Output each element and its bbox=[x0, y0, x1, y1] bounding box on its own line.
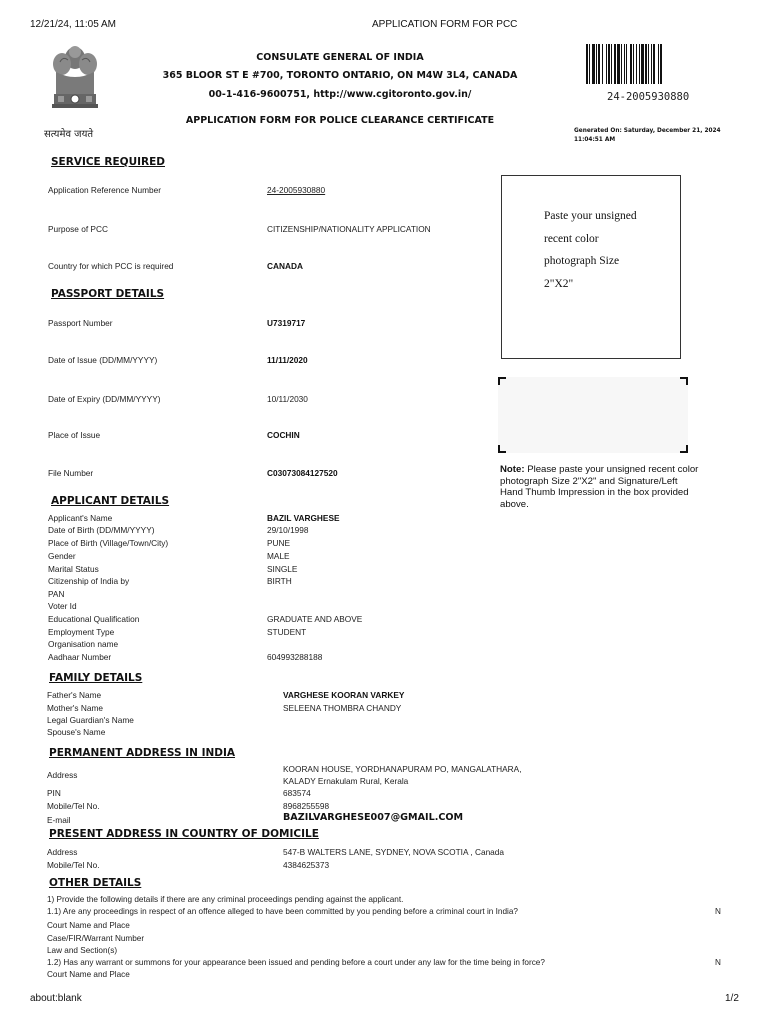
barcode-bar bbox=[648, 44, 649, 84]
value-place-issue: COCHIN bbox=[267, 430, 300, 440]
label: Marital Status bbox=[48, 564, 99, 574]
row-aadhaar bbox=[0, 652, 768, 664]
barcode-bar bbox=[589, 44, 590, 84]
form-title: APPLICATION FORM FOR POLICE CLEARANCE CERTIFICATE bbox=[185, 115, 495, 126]
barcode-bar bbox=[614, 44, 616, 84]
print-footer-page: 1/2 bbox=[725, 993, 739, 1004]
barcode bbox=[586, 44, 690, 84]
value: SINGLE bbox=[267, 564, 298, 574]
barcode-bar bbox=[608, 44, 610, 84]
label-case-number: Case/FIR/Warrant Number bbox=[47, 934, 145, 943]
note-line-3: Hand Thumb Impression in the box provided bbox=[500, 487, 689, 498]
label-place-issue: Place of Issue bbox=[48, 430, 101, 440]
note-line-4: above. bbox=[500, 498, 529, 510]
print-footer-url: about:blank bbox=[30, 993, 82, 1004]
emblem-motto: सत्यमेव जयते bbox=[44, 129, 94, 140]
value-perm-mobile: 8968255598 bbox=[283, 801, 330, 811]
label-mother: Mother's Name bbox=[47, 703, 103, 713]
value: MALE bbox=[267, 551, 290, 561]
barcode-bar bbox=[653, 44, 655, 84]
barcode-number: 24-2005930880 bbox=[607, 91, 690, 103]
row-dob bbox=[0, 525, 768, 537]
photo-text-3: photograph Size bbox=[544, 255, 620, 267]
value: GRADUATE AND ABOVE bbox=[267, 614, 363, 624]
value-date-expiry: 10/11/2030 bbox=[267, 394, 308, 404]
row-organisation bbox=[0, 639, 768, 651]
barcode-bar bbox=[598, 44, 600, 84]
signature-box bbox=[498, 377, 688, 453]
row-place-birth bbox=[0, 538, 768, 550]
barcode-bar bbox=[606, 44, 607, 84]
label: Applicant's Name bbox=[48, 513, 113, 523]
barcode-bar bbox=[592, 44, 595, 84]
section-passport-details: PASSPORT DETAILS bbox=[51, 288, 165, 300]
label: Place of Birth (Village/Town/City) bbox=[48, 538, 169, 548]
print-page-title: APPLICATION FORM FOR PCC bbox=[372, 19, 518, 30]
photo-note bbox=[500, 464, 740, 510]
label-law-section: Law and Section(s) bbox=[47, 946, 118, 955]
label-court-name: Court Name and Place bbox=[47, 921, 130, 930]
consulate-contact: 00-1-416-9600751, http://www.cgitoronto.gov.in/ bbox=[208, 89, 472, 100]
photo-text-1: Paste your unsigned bbox=[544, 210, 637, 222]
label-date-expiry: Date of Expiry (DD/MM/YYYY) bbox=[48, 394, 161, 404]
barcode-bar bbox=[651, 44, 652, 84]
section-present-address: PRESENT ADDRESS IN COUNTRY OF DOMICILE bbox=[49, 828, 319, 840]
consulate-name: CONSULATE GENERAL OF INDIA bbox=[256, 52, 424, 63]
value-mother: SELEENA THOMBRA CHANDY bbox=[283, 703, 402, 713]
label-guardian: Legal Guardian's Name bbox=[47, 715, 134, 725]
label-perm-mobile: Mobile/Tel No. bbox=[47, 801, 100, 811]
barcode-bar bbox=[639, 44, 640, 84]
print-datetime: 12/21/24, 11:05 AM bbox=[30, 19, 116, 30]
row-applicant-name bbox=[0, 513, 768, 525]
barcode-bar bbox=[602, 44, 603, 84]
section-service-required: SERVICE REQUIRED bbox=[51, 156, 165, 168]
barcode-bar bbox=[641, 44, 644, 84]
value: BAZIL VARGHESE bbox=[267, 513, 340, 523]
value-date-issue: 11/11/2020 bbox=[267, 355, 308, 365]
row-education bbox=[0, 614, 768, 626]
barcode-bar bbox=[617, 44, 620, 84]
barcode-bar bbox=[586, 44, 588, 84]
label: Employment Type bbox=[48, 627, 115, 637]
value-present-address: 547-B WALTERS LANE, SYDNEY, NOVA SCOTIA , Canada bbox=[283, 847, 505, 857]
value-file-number: C03073084127520 bbox=[267, 468, 338, 478]
value: BIRTH bbox=[267, 576, 292, 586]
label-court-name-2: Court Name and Place bbox=[47, 970, 130, 979]
row-citizenship bbox=[0, 576, 768, 588]
value-perm-address-1: KOORAN HOUSE, YORDHANAPURAM PO, MANGALATHARA, bbox=[283, 764, 522, 774]
question-1-2: 1.2) Has any warrant or summons for your appearance been issued and pending before a court under any law for the time being in force? bbox=[47, 958, 545, 967]
barcode-bar bbox=[626, 44, 627, 84]
value-father: VARGHESE KOORAN VARKEY bbox=[283, 690, 405, 700]
label-file-number: File Number bbox=[48, 468, 94, 478]
barcode-bar bbox=[630, 44, 632, 84]
row-pan bbox=[0, 589, 768, 601]
question-1-1: 1.1) Are any proceedings in respect of an offence alleged to have been committed by you pending before a criminal court in India? bbox=[47, 907, 518, 916]
label: Gender bbox=[48, 551, 76, 561]
note-line-1: Please paste your unsigned recent color bbox=[527, 464, 699, 475]
value-app-ref: 24-2005930880 bbox=[267, 185, 326, 195]
label: Citizenship of India by bbox=[48, 576, 130, 586]
photo-box bbox=[501, 175, 681, 359]
barcode-bar bbox=[636, 44, 637, 84]
label: Date of Birth (DD/MM/YYYY) bbox=[48, 525, 155, 535]
value-present-mobile: 4384625373 bbox=[283, 860, 330, 870]
barcode-bar bbox=[611, 44, 612, 84]
label-pin: PIN bbox=[47, 788, 61, 798]
barcode-bar bbox=[596, 44, 597, 84]
corner-mark-tl bbox=[498, 377, 506, 385]
barcode-bar bbox=[633, 44, 634, 84]
label-spouse: Spouse's Name bbox=[47, 727, 106, 737]
label-present-mobile: Mobile/Tel No. bbox=[47, 860, 100, 870]
value: PUNE bbox=[267, 538, 291, 548]
label: Aadhaar Number bbox=[48, 652, 112, 662]
note-line-2: photograph Size 2"X2" and Signature/Left bbox=[500, 475, 678, 487]
label: Organisation name bbox=[48, 639, 119, 649]
row-voter-id bbox=[0, 601, 768, 613]
question-1: 1) Provide the following details if there are any criminal proceedings pending against the applicant. bbox=[47, 895, 404, 904]
section-family-details: FAMILY DETAILS bbox=[49, 672, 143, 684]
value-pin: 683574 bbox=[283, 788, 311, 798]
label-app-ref: Application Reference Number bbox=[48, 185, 161, 195]
value: STUDENT bbox=[267, 627, 307, 637]
section-permanent-address: PERMANENT ADDRESS IN INDIA bbox=[49, 747, 236, 759]
consulate-address: 365 BLOOR ST E #700, TORONTO ONTARIO, ON M4W 3L4, CANADA bbox=[162, 70, 518, 81]
label-perm-address: Address bbox=[47, 770, 78, 780]
answer-1-1: N bbox=[715, 907, 721, 916]
value-country: CANADA bbox=[267, 261, 303, 271]
value-purpose: CITIZENSHIP/NATIONALITY APPLICATION bbox=[267, 224, 431, 234]
label: Educational Qualification bbox=[48, 614, 140, 624]
label-father: Father's Name bbox=[47, 690, 102, 700]
label-passport-number: Passport Number bbox=[48, 318, 113, 328]
value-passport-number: U7319717 bbox=[267, 318, 306, 328]
row-employment bbox=[0, 627, 768, 639]
barcode-bar bbox=[621, 44, 622, 84]
section-applicant-details: APPLICANT DETAILS bbox=[51, 495, 170, 507]
note-label: Note: bbox=[500, 464, 525, 475]
label-country: Country for which PCC is required bbox=[48, 261, 174, 271]
value: 604993288188 bbox=[267, 652, 323, 662]
corner-mark-tr bbox=[680, 377, 688, 385]
label-email: E-mail bbox=[47, 815, 71, 825]
label-present-address: Address bbox=[47, 847, 78, 857]
row-gender bbox=[0, 551, 768, 563]
corner-mark-bl bbox=[498, 445, 506, 453]
label-date-issue: Date of Issue (DD/MM/YYYY) bbox=[48, 355, 158, 365]
photo-text-4: 2"X2" bbox=[544, 278, 574, 290]
corner-mark-br bbox=[680, 445, 688, 453]
row-marital-status bbox=[0, 564, 768, 576]
label: PAN bbox=[48, 589, 65, 599]
generated-on: Generated On: Saturday, December 21, 2024 bbox=[574, 128, 721, 134]
value-email: BAZILVARGHESE007@GMAIL.COM bbox=[283, 812, 464, 823]
answer-1-2: N bbox=[715, 958, 721, 967]
section-other-details: OTHER DETAILS bbox=[49, 877, 142, 889]
generated-time: 11:04:51 AM bbox=[574, 137, 616, 143]
label: Voter Id bbox=[48, 601, 77, 611]
barcode-bar bbox=[658, 44, 659, 84]
value-perm-address-2: KALADY Ernakulam Rural, Kerala bbox=[283, 776, 409, 786]
barcode-bar bbox=[660, 44, 662, 84]
barcode-bar bbox=[624, 44, 625, 84]
label-purpose: Purpose of PCC bbox=[48, 224, 108, 234]
barcode-bar bbox=[645, 44, 647, 84]
photo-text-2: recent color bbox=[544, 233, 599, 245]
value: 29/10/1998 bbox=[267, 525, 309, 535]
